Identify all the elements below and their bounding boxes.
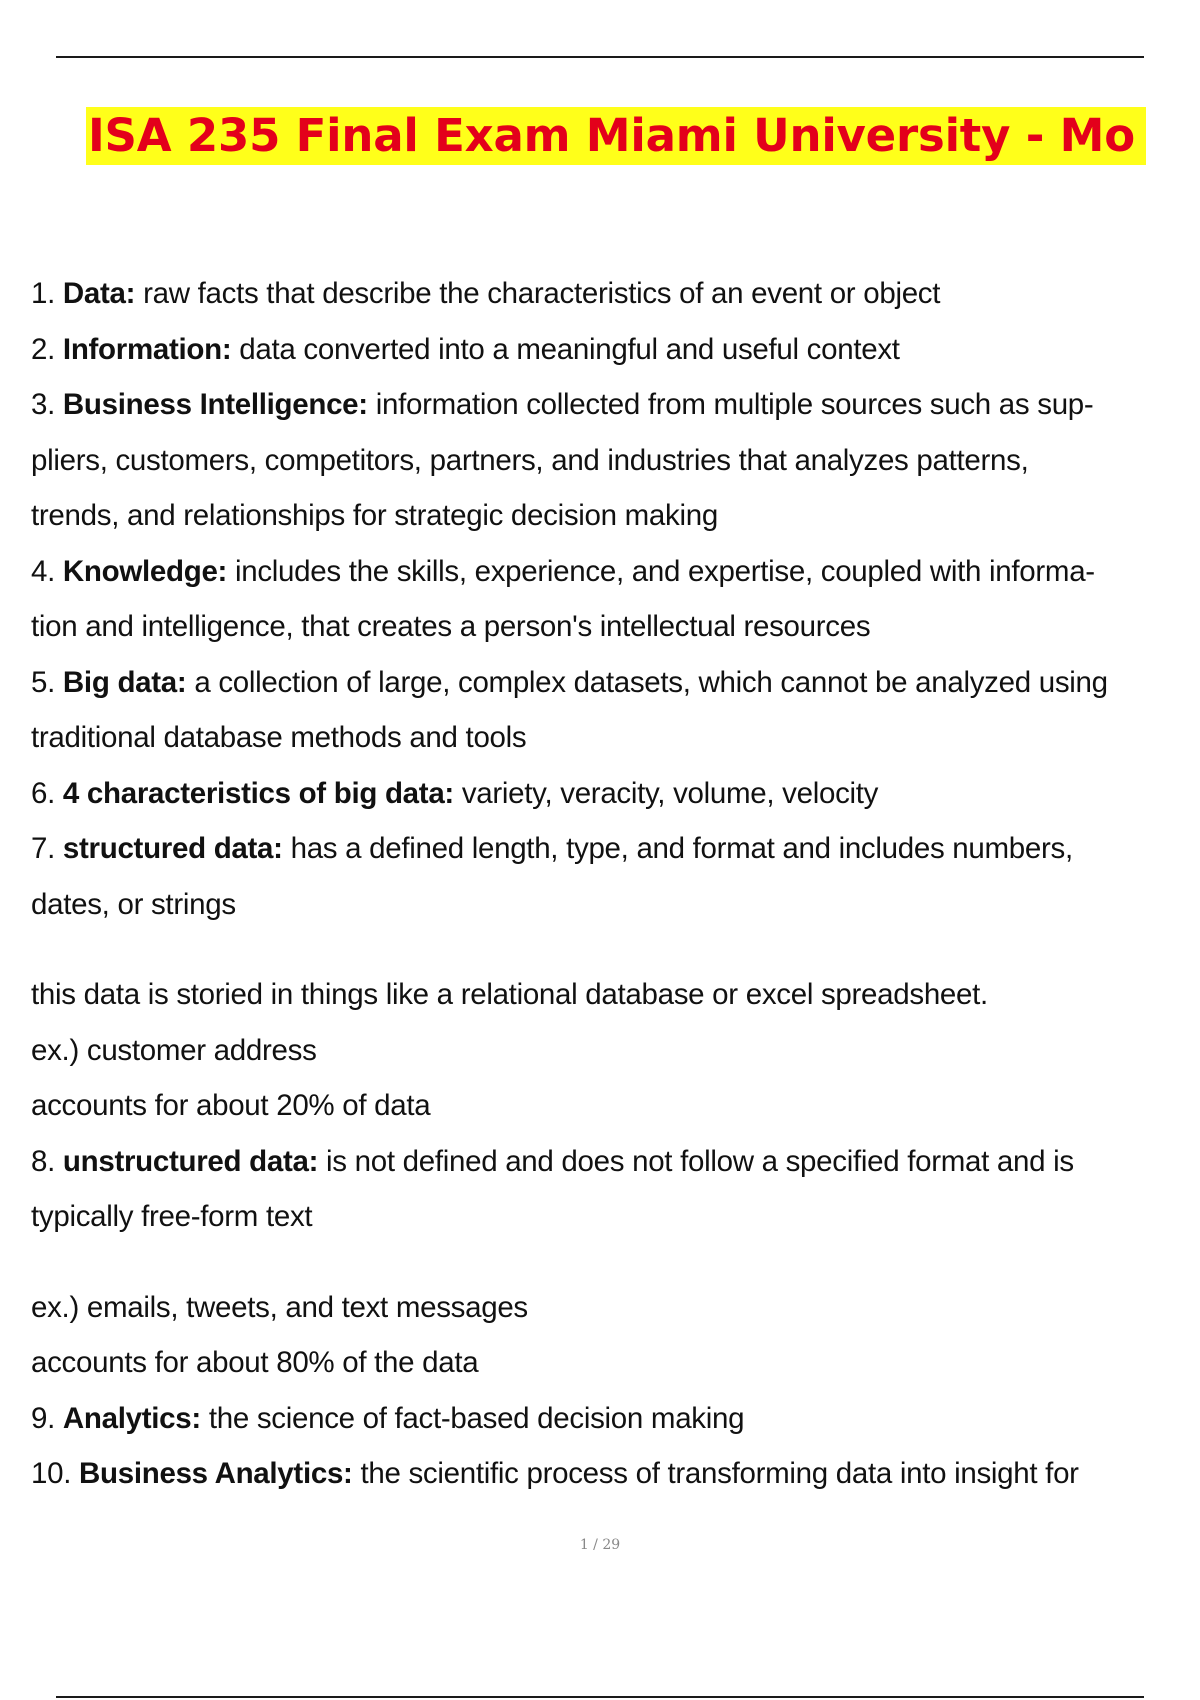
item-number: 4. [31,554,56,588]
definition-line [31,1134,1196,1190]
definition-line [31,266,1196,322]
definition-line [31,1446,1196,1502]
definition-line [31,322,1196,378]
continuation-line [31,877,1196,933]
continuation-line [31,710,1196,766]
note: ex.) customer address [31,1033,317,1067]
item-number: 9. [31,1401,56,1435]
term: 4 characteristics of big data: [62,776,454,810]
definition-line [31,1391,1196,1447]
paragraph-gap [31,932,1196,967]
item-number: 6. [31,776,56,810]
definition: includes the skills, experience, and expertise, coupled with informa- [227,554,1095,588]
term: Data: [62,277,136,310]
definition-line [31,766,1196,822]
note-line [31,1280,1196,1336]
note: accounts for about 80% of the data [31,1346,479,1379]
item-number: 3. [31,388,56,421]
note: accounts for about 20% of data [31,1089,431,1122]
continuation-line [31,488,1196,544]
continuation-line [31,599,1196,655]
document-title: ISA 235 Final Exam Miami University - Mo [88,109,1135,162]
definition: information collected from multiple sources such as sup- [367,388,1094,421]
definition: variety, veracity, volume, velocity [453,776,879,810]
definition: trends, and relationships for strategic decision making [31,499,718,532]
definition: raw facts that describe the characteristics of an event or object [135,277,941,310]
definition-line [31,821,1196,877]
item-number: 8. [31,1144,56,1178]
item-number: 7. [31,832,56,865]
definition-line [31,544,1196,600]
note-line [31,1335,1196,1391]
term: structured data: [62,832,283,865]
definition: typically free-form text [31,1200,313,1233]
definition-line [31,655,1196,711]
bottom-divider [56,1696,1144,1698]
continuation-line [31,433,1196,489]
item-number: 1. [31,277,56,310]
note: this data is storied in things like a relational database or excel spreadsheet. [31,978,988,1011]
term: Business Intelligence: [62,388,368,421]
item-number: 5. [31,665,56,699]
definition: tion and intelligence, that creates a person's intellectual resources [31,610,871,643]
item-number: 2. [31,332,56,366]
definition: the science of fact-based decision making [200,1401,745,1435]
term: unstructured data: [62,1144,319,1178]
term: Big data: [62,665,187,699]
definition: data converted into a meaningful and useful context [231,332,900,366]
definition-line [31,377,1196,433]
paragraph-gap [31,1245,1196,1280]
document-body [31,266,1196,1502]
definition: traditional database methods and tools [31,721,527,754]
term: Business Analytics: [79,1457,353,1490]
title-highlight [86,107,1146,165]
note-line [31,967,1196,1023]
note: ex.) emails, tweets, and text messages [31,1290,528,1324]
top-divider [56,56,1144,58]
definition: the scientific process of transforming data into insight for [352,1457,1079,1490]
term: Information: [62,332,232,366]
definition: has a defined length, type, and format and includes numbers, [282,832,1073,865]
definition: a collection of large, complex datasets, which cannot be analyzed using [186,665,1108,699]
definition: dates, or strings [31,887,236,921]
term: Knowledge: [62,554,228,588]
page-number: 1 / 29 [579,1537,621,1553]
note-line [31,1023,1196,1079]
continuation-line [31,1189,1196,1245]
definition: pliers, customers, competitors, partners, and industries that analyzes patterns, [31,443,1029,477]
note-line [31,1078,1196,1134]
definition: is not defined and does not follow a specified format and is [318,1144,1074,1178]
item-number: 10. [31,1457,72,1490]
term: Analytics: [62,1401,201,1435]
